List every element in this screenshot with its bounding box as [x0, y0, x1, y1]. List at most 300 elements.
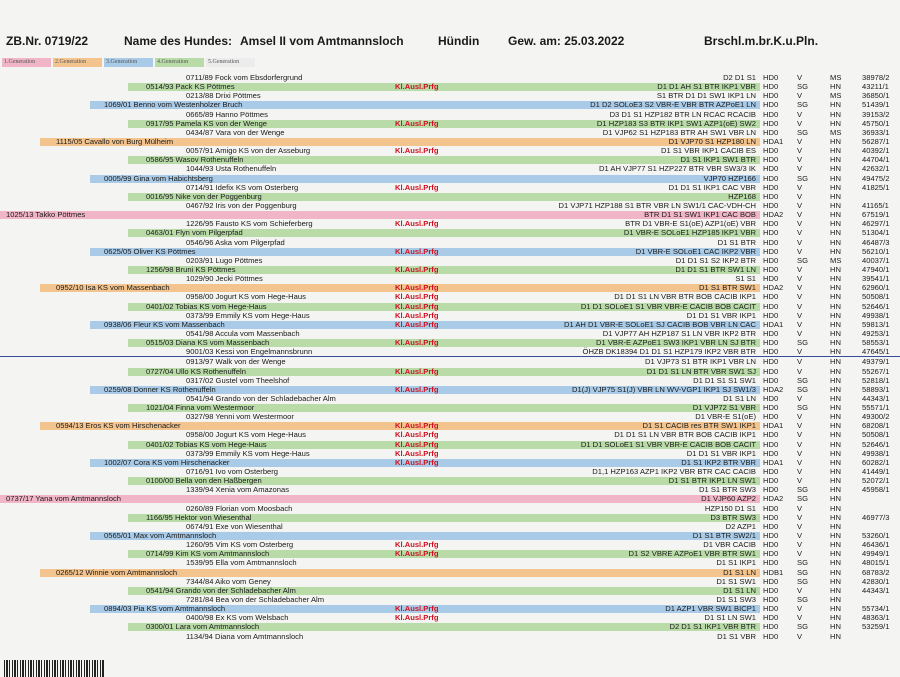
ms-value: HN: [830, 109, 841, 119]
selection-test-mark: Kl.Ausl.Prfg: [395, 219, 439, 229]
hd-value: HDA1: [763, 457, 784, 467]
dog-entry: 0016/95 Nike von der Poggenburg: [146, 191, 262, 201]
hd-value: HD0: [763, 146, 779, 156]
hd-value: HD0: [763, 467, 779, 477]
dog-entry: 0373/99 Emmily KS vom Hege-Haus: [186, 310, 310, 320]
zb-ref: 49300/2: [862, 412, 890, 422]
grade-value: V: [797, 310, 803, 320]
table-row: [0, 100, 900, 109]
table-row: [0, 504, 900, 513]
legend-gen-3: 3.Generation: [104, 58, 153, 67]
ms-value: HN: [830, 182, 841, 192]
performance-marks: D1 VJP73 S1 BTR IKP1 VBR LN: [645, 357, 756, 367]
ms-value: HN: [830, 310, 841, 320]
performance-marks: D1 D1 S1 LN VBR BTR BOB CACIB IKP1: [614, 292, 756, 302]
ms-value: HN: [830, 512, 841, 522]
zb-ref: 39541/1: [862, 274, 890, 284]
zb-ref: 51439/1: [862, 100, 890, 110]
pedigree-header: [0, 34, 900, 54]
zb-ref: 58553/1: [862, 338, 890, 348]
zb-ref: 38978/2: [862, 73, 890, 82]
ms-value: HN: [830, 467, 841, 477]
grade-value: V: [797, 430, 803, 440]
grade-value: V: [797, 292, 803, 302]
legend-gen-5: 5.Generation: [206, 58, 255, 67]
dog-entry: 0958/00 Jogurt KS vom Hege-Haus: [186, 430, 306, 440]
performance-marks: D1 D2 SOLoE3 S2 VBR-E VBR BTR AZPoE1 LN: [590, 100, 756, 110]
pedigree-table: [0, 73, 900, 641]
zb-ref: 56210/1: [862, 246, 890, 256]
dog-entry: 0401/02 Tobias KS vom Hege-Haus: [146, 439, 267, 449]
legend-gen-1: 1.Generation: [2, 58, 51, 67]
ms-value: HN: [830, 164, 841, 174]
dog-entry: 0714/91 Idefix KS vom Osterberg: [186, 182, 299, 192]
grade-value: V: [797, 219, 803, 229]
grade-value: V: [797, 448, 803, 458]
dog-entry: 9001/03 Kessi von Engelmannsbrunn: [186, 347, 313, 357]
ms-value: HN: [830, 448, 841, 458]
dog-entry: 0952/10 Isa KS vom Massenbach: [56, 283, 170, 293]
zb-ref: 46297/1: [862, 219, 890, 229]
zb-ref: 49938/1: [862, 448, 890, 458]
hd-value: HD0: [763, 246, 779, 256]
selection-test-mark: Kl.Ausl.Prfg: [395, 118, 439, 128]
dog-entry: 0716/91 Ivo vom Osterberg: [186, 467, 279, 477]
zb-ref: 49938/1: [862, 310, 890, 320]
hd-value: HD0: [763, 100, 779, 110]
hd-value: HD0: [763, 531, 779, 541]
hd-value: HDA2: [763, 210, 784, 220]
legend-gen-4: 4.Generation: [155, 58, 204, 67]
zb-ref: 48015/1: [862, 558, 890, 568]
table-row: [0, 604, 900, 613]
table-row: [0, 311, 900, 320]
dog-entry: 1134/94 Diana vom Amtmannsloch: [186, 631, 304, 641]
grade-value: V: [797, 91, 803, 101]
grade-value: V: [797, 476, 803, 486]
ms-value: HN: [830, 246, 841, 256]
table-row: [0, 347, 900, 356]
performance-marks: D1 AH D1 VBR-E SOLoE1 SJ CACIB BOB VBR LN CAC: [563, 319, 756, 329]
hd-value: HD0: [763, 173, 779, 183]
ms-value: HN: [830, 292, 841, 302]
zb-ref: 44343/1: [862, 393, 890, 403]
performance-marks: D1 S1 BTR SW2/1: [692, 531, 756, 541]
hd-value: HD0: [763, 127, 779, 137]
grade-value: SG: [797, 375, 808, 385]
hd-value: HD0: [763, 338, 779, 348]
grade-value: V: [797, 155, 803, 165]
zb-ref: 46436/1: [862, 540, 890, 550]
table-row: [0, 357, 900, 366]
table-row: [0, 531, 900, 540]
table-row: [0, 137, 900, 146]
dog-entry: 0057/91 Amigo KS von der Asseburg: [186, 146, 311, 156]
zb-ref: 40392/1: [862, 146, 890, 156]
hd-value: HDA1: [763, 421, 784, 431]
table-row: [0, 549, 900, 558]
ms-value: HN: [830, 613, 841, 623]
dog-entry: 0711/89 Fock vom Ebsdorfergrund: [186, 73, 303, 82]
performance-marks: D1 D1 S1 VBR IKP1: [686, 310, 756, 320]
ms-value: HN: [830, 403, 841, 413]
performance-marks: D2 D1 S1 IKP1 VBR BTR: [669, 622, 756, 632]
grade-value: V: [797, 393, 803, 403]
dog-entry: 1256/98 Bruni KS Pöttmes: [146, 264, 236, 274]
zb-ref: 55734/1: [862, 604, 890, 614]
zb-number: ZB.Nr. 0719/22: [6, 34, 89, 48]
performance-marks: D1 D1 S1 VBR IKP1: [686, 448, 756, 458]
performance-marks: D1 D1 SOLoE1 S1 VBR VBR-E CACIB BOB CACIT: [580, 439, 756, 449]
dog-entry: 0625/05 Oliver KS Pöttmes: [104, 246, 196, 256]
selection-test-mark: Kl.Ausl.Prfg: [395, 301, 439, 311]
hd-value: HD0: [763, 503, 779, 513]
grade-value: SG: [797, 82, 808, 92]
table-row: [0, 622, 900, 631]
selection-test-mark: Kl.Ausl.Prfg: [395, 421, 439, 431]
performance-marks: D1 S1 IKP2 BTR VBR: [681, 457, 756, 467]
selection-test-mark: Kl.Ausl.Prfg: [395, 283, 439, 293]
dog-entry: 7281/84 Bea von der Schladebacher Alm: [186, 595, 325, 605]
hd-value: HD0: [763, 512, 779, 522]
dog-entry: 0327/98 Yenni vom Westermoor: [186, 412, 294, 422]
table-row: [0, 522, 900, 531]
table-row: [0, 155, 900, 164]
dog-entry: 0565/01 Max vom Amtmannsloch: [104, 531, 217, 541]
dog-name: Amsel II vom Amtmannsloch: [240, 34, 404, 48]
dog-entry: 0938/06 Fleur KS vom Massenbach: [104, 319, 225, 329]
hd-value: HD0: [763, 366, 779, 376]
performance-marks: D1 S1 BTR: [717, 237, 756, 247]
performance-marks: D1 VBR-E S1(oE): [695, 412, 756, 422]
hd-value: HDA2: [763, 384, 784, 394]
dog-entry: 0737/17 Yana vom Amtmannsloch: [6, 494, 121, 504]
grade-value: V: [797, 237, 803, 247]
performance-marks: BTR D1 S1 SW1 IKP1 CAC BOB: [644, 210, 756, 220]
zb-ref: 46977/3: [862, 512, 890, 522]
performance-marks: D1 VJP72 S1 VBR: [692, 403, 756, 413]
table-row: [0, 494, 900, 503]
zb-ref: 52072/1: [862, 476, 890, 486]
zb-ref: 45958/1: [862, 485, 890, 495]
ms-value: HN: [830, 457, 841, 467]
dog-entry: 0265/12 Winnie vom Amtmannsloch: [56, 567, 178, 577]
table-row: [0, 403, 900, 412]
zb-ref: 44704/1: [862, 155, 890, 165]
ms-value: HN: [830, 494, 841, 504]
dog-entry: 0541/94 Grando von der Schladebacher Alm: [146, 585, 296, 595]
grade-value: V: [797, 585, 803, 595]
performance-marks: D1 D1 S1 S1 SW1: [693, 375, 756, 385]
hd-value: HDA2: [763, 283, 784, 293]
performance-marks: D3 BTR SW3: [710, 512, 756, 522]
zb-ref: 55267/1: [862, 366, 890, 376]
dog-entry: 0594/13 Eros KS vom Hirschenacker: [56, 421, 181, 431]
performance-marks: D2 AZP1: [725, 521, 756, 531]
zb-ref: 49253/1: [862, 328, 890, 338]
hd-value: HD0: [763, 164, 779, 174]
hd-value: HD0: [763, 604, 779, 614]
hd-value: HD0: [763, 182, 779, 192]
ms-value: HN: [830, 540, 841, 550]
ms-value: MS: [830, 73, 842, 82]
grade-value: V: [797, 210, 803, 220]
zb-ref: 42830/1: [862, 576, 890, 586]
grade-value: V: [797, 613, 803, 623]
zb-ref: 44343/1: [862, 585, 890, 595]
selection-test-mark: Kl.Ausl.Prfg: [395, 430, 439, 440]
ms-value: HN: [830, 347, 841, 357]
dog-entry: 0400/98 Ex KS vom Welsbach: [186, 613, 289, 623]
zb-ref: 60282/1: [862, 457, 890, 467]
performance-marks: D1 VBR-E SOLoE1 HZP185 IKP1 VBR: [623, 228, 756, 238]
ms-value: HN: [830, 319, 841, 329]
table-row: [0, 247, 900, 256]
hd-value: HD0: [763, 585, 779, 595]
zb-ref: 42632/1: [862, 164, 890, 174]
performance-marks: D1 VJP62 S1 HZP183 BTR AH SW1 VBR LN: [602, 127, 756, 137]
table-row: [0, 376, 900, 385]
ms-value: HN: [830, 412, 841, 422]
ms-value: HN: [830, 421, 841, 431]
hd-value: HD0: [763, 274, 779, 284]
table-row: [0, 192, 900, 201]
hd-value: HD0: [763, 549, 779, 559]
performance-marks: ÖHZB DK18394 D1 D1 S1 HZP179 IKP2 VBR BTR: [582, 347, 756, 357]
zb-ref: 67519/1: [862, 210, 890, 220]
performance-marks: D1 S1 VBR: [717, 631, 756, 641]
grade-value: V: [797, 604, 803, 614]
grade-value: V: [797, 347, 803, 357]
ms-value: HN: [830, 338, 841, 348]
zb-ref: 46487/3: [862, 237, 890, 247]
table-row: [0, 219, 900, 228]
performance-marks: HZP168: [728, 191, 756, 201]
zb-ref: 41165/1: [862, 200, 889, 210]
performance-marks: D1 D1 S1 LN BTR VBR SW1 SJ: [646, 366, 756, 376]
table-row: [0, 586, 900, 595]
grade-value: V: [797, 109, 803, 119]
table-row: [0, 440, 900, 449]
performance-marks: D1 D1 S1 BTR SW1 LN: [675, 264, 756, 274]
ms-value: HN: [830, 328, 841, 338]
legend-gen-2: 2.Generation: [53, 58, 102, 67]
zb-ref: 43211/1: [862, 82, 889, 92]
performance-marks: D1 HZP183 S3 BTR IKP1 SW1 AZP1(oE) SW2: [596, 118, 756, 128]
grade-value: V: [797, 412, 803, 422]
performance-marks: D3 D1 S1 HZP182 BTR LN RCAC RCACIB: [609, 109, 756, 119]
performance-marks: HZP150 D1 S1: [704, 503, 756, 513]
ms-value: HN: [830, 631, 841, 641]
dog-entry: 1029/90 Jecki Pöttmes: [186, 274, 263, 284]
hd-value: HD0: [763, 264, 779, 274]
generation-legend: [2, 58, 257, 68]
ms-value: HN: [830, 146, 841, 156]
barcode: [4, 660, 104, 677]
dog-entry: 1115/05 Cavallo von Burg Mülheim: [56, 136, 174, 146]
ms-value: HN: [830, 576, 841, 586]
grade-value: SG: [797, 338, 808, 348]
selection-test-mark: Kl.Ausl.Prfg: [395, 246, 439, 256]
selection-test-mark: Kl.Ausl.Prfg: [395, 549, 439, 559]
table-row: [0, 164, 900, 173]
grade-value: V: [797, 328, 803, 338]
zb-ref: 47940/1: [862, 264, 890, 274]
dog-entry: 1069/01 Benno vom Westenholzer Bruch: [104, 100, 243, 110]
grade-value: SG: [797, 127, 808, 137]
hd-value: HD0: [763, 393, 779, 403]
dog-entry: 0514/93 Pack KS Pöttmes: [146, 82, 235, 92]
table-row: [0, 110, 900, 119]
selection-test-mark: Kl.Ausl.Prfg: [395, 439, 439, 449]
ms-value: HN: [830, 503, 841, 513]
grade-value: V: [797, 521, 803, 531]
grade-value: SG: [797, 255, 808, 265]
dog-entry: 0515/03 Diana KS vom Massenbach: [146, 338, 270, 348]
ms-value: MS: [830, 127, 842, 137]
performance-marks: D1 VJP70 S1 HZP180 LN: [668, 136, 756, 146]
grade-value: V: [797, 439, 803, 449]
hd-value: HDA2: [763, 494, 784, 504]
grade-value: V: [797, 540, 803, 550]
table-row: [0, 174, 900, 183]
hd-value: HD0: [763, 403, 779, 413]
hd-value: HD0: [763, 91, 779, 101]
table-row: [0, 210, 900, 219]
grade-value: V: [797, 631, 803, 641]
dog-entry: 1260/95 Vim KS vom Osterberg: [186, 540, 294, 550]
grade-value: SG: [797, 485, 808, 495]
hd-value: HD0: [763, 521, 779, 531]
performance-marks: D1 S1 CACIB res BTR SW1 IKP1: [642, 421, 756, 431]
table-row: [0, 292, 900, 301]
performance-marks: D1 S1 SW1: [716, 576, 756, 586]
zb-ref: 47645/1: [862, 347, 890, 357]
grade-value: V: [797, 467, 803, 477]
hd-value: HD0: [763, 540, 779, 550]
performance-marks: D1 S1 SW3: [716, 595, 756, 605]
hd-value: HD0: [763, 328, 779, 338]
performance-marks: D1(J) VJP75 S1(J) VBR LN WV-VGP1 IKP1 SJ SW1/3: [572, 384, 756, 394]
hd-value: HD0: [763, 595, 779, 605]
grade-value: V: [797, 264, 803, 274]
dog-entry: 0300/01 Lara vom Amtmannsloch: [146, 622, 260, 632]
ms-value: HN: [830, 200, 841, 210]
zb-ref: 45750/1: [862, 118, 890, 128]
table-row: [0, 513, 900, 522]
performance-marks: D1 VBR-E AZPoE1 SW3 IKP1 VBR LN SJ BTR: [596, 338, 756, 348]
dog-entry: 0203/91 Lugo Pöttmes: [186, 255, 263, 265]
zb-ref: 36933/1: [862, 127, 890, 137]
table-row: [0, 430, 900, 439]
ms-value: HN: [830, 622, 841, 632]
table-row: [0, 421, 900, 430]
table-row: [0, 256, 900, 265]
hd-value: HD0: [763, 82, 779, 92]
hd-value: HDB1: [763, 567, 784, 577]
performance-marks: D1 D1 AH S1 BTR IKP1 VBR: [657, 82, 756, 92]
selection-test-mark: Kl.Ausl.Prfg: [395, 366, 439, 376]
performance-marks: D1 S1 BTR IKP1 LN SW1: [668, 476, 756, 486]
zb-ref: 58893/1: [862, 384, 890, 394]
grade-value: V: [797, 164, 803, 174]
hd-value: HD0: [763, 439, 779, 449]
ms-value: HN: [830, 264, 841, 274]
grade-value: SG: [797, 622, 808, 632]
zb-ref: 50508/1: [862, 430, 890, 440]
dog-entry: 0894/03 Pia KS vom Amtmannsloch: [104, 604, 226, 614]
dog-entry: 0260/89 Florian vom Moosbach: [186, 503, 293, 513]
table-row: [0, 595, 900, 604]
dog-entry: 0586/95 Wasov Rothenuffeln: [146, 155, 244, 165]
dog-entry: 0463/01 Flyn vom Pilgerpfad: [146, 228, 243, 238]
table-row: [0, 613, 900, 622]
ms-value: HN: [830, 173, 841, 183]
ms-value: HN: [830, 191, 841, 201]
hd-value: HD0: [763, 237, 779, 247]
zb-ref: 36850/1: [862, 91, 890, 101]
zb-ref: 53260/1: [862, 531, 890, 541]
zb-ref: 52818/1: [862, 375, 890, 385]
grade-value: V: [797, 146, 803, 156]
grade-value: V: [797, 136, 803, 146]
hd-value: HD0: [763, 448, 779, 458]
table-row: [0, 558, 900, 567]
performance-marks: D1 VJP77 AH HZP187 S1 LN VBR IKP2 BTR: [602, 328, 756, 338]
table-row: [0, 367, 900, 376]
ms-value: HN: [830, 118, 841, 128]
hd-value: HD0: [763, 73, 779, 82]
ms-value: HN: [830, 476, 841, 486]
grade-value: V: [797, 118, 803, 128]
performance-marks: D1 S1 LN SW1: [704, 613, 756, 623]
ms-value: HN: [830, 283, 841, 293]
dog-entry: 0434/87 Vara von der Wenge: [186, 127, 285, 137]
grade-value: V: [797, 200, 803, 210]
hd-value: HD0: [763, 191, 779, 201]
ms-value: HN: [830, 549, 841, 559]
dog-entry: 0958/00 Jogurt KS vom Hege-Haus: [186, 292, 306, 302]
table-row: [0, 320, 900, 329]
grade-value: SG: [797, 494, 808, 504]
dog-entry: 1539/95 Ella vom Amtmannsloch: [186, 558, 297, 568]
zb-ref: 52646/1: [862, 439, 890, 449]
table-row: [0, 632, 900, 641]
dog-entry: 0913/97 Walk von der Wenge: [186, 357, 286, 367]
zb-ref: 68783/2: [862, 567, 890, 577]
performance-marks: D1,1 HZP163 AZP1 IKP2 VBR BTR CAC CACIB: [592, 467, 756, 477]
hd-value: HD0: [763, 375, 779, 385]
dog-entry: 0674/91 Exe von Wiesenthal: [186, 521, 283, 531]
table-row: [0, 201, 900, 210]
table-row: [0, 283, 900, 292]
ms-value: HN: [830, 558, 841, 568]
hd-value: HD0: [763, 476, 779, 486]
grade-value: V: [797, 503, 803, 513]
performance-marks: D1 VBR-E SOLoE1 CAC IKP2 VBR: [635, 246, 756, 256]
ms-value: MS: [830, 91, 842, 101]
grade-value: SG: [797, 100, 808, 110]
grade-value: V: [797, 283, 803, 293]
dog-entry: 0005/99 Gina vom Habichtsberg: [104, 173, 213, 183]
grade-value: V: [797, 531, 803, 541]
dog-entry: 1025/13 Takko Pöttmes: [6, 210, 86, 220]
dog-entry: 1166/95 Hektor von Wiesenthal: [146, 512, 252, 522]
selection-test-mark: Kl.Ausl.Prfg: [395, 319, 439, 329]
dog-sex: Hündin: [438, 34, 480, 48]
table-row: [0, 265, 900, 274]
grade-value: V: [797, 301, 803, 311]
